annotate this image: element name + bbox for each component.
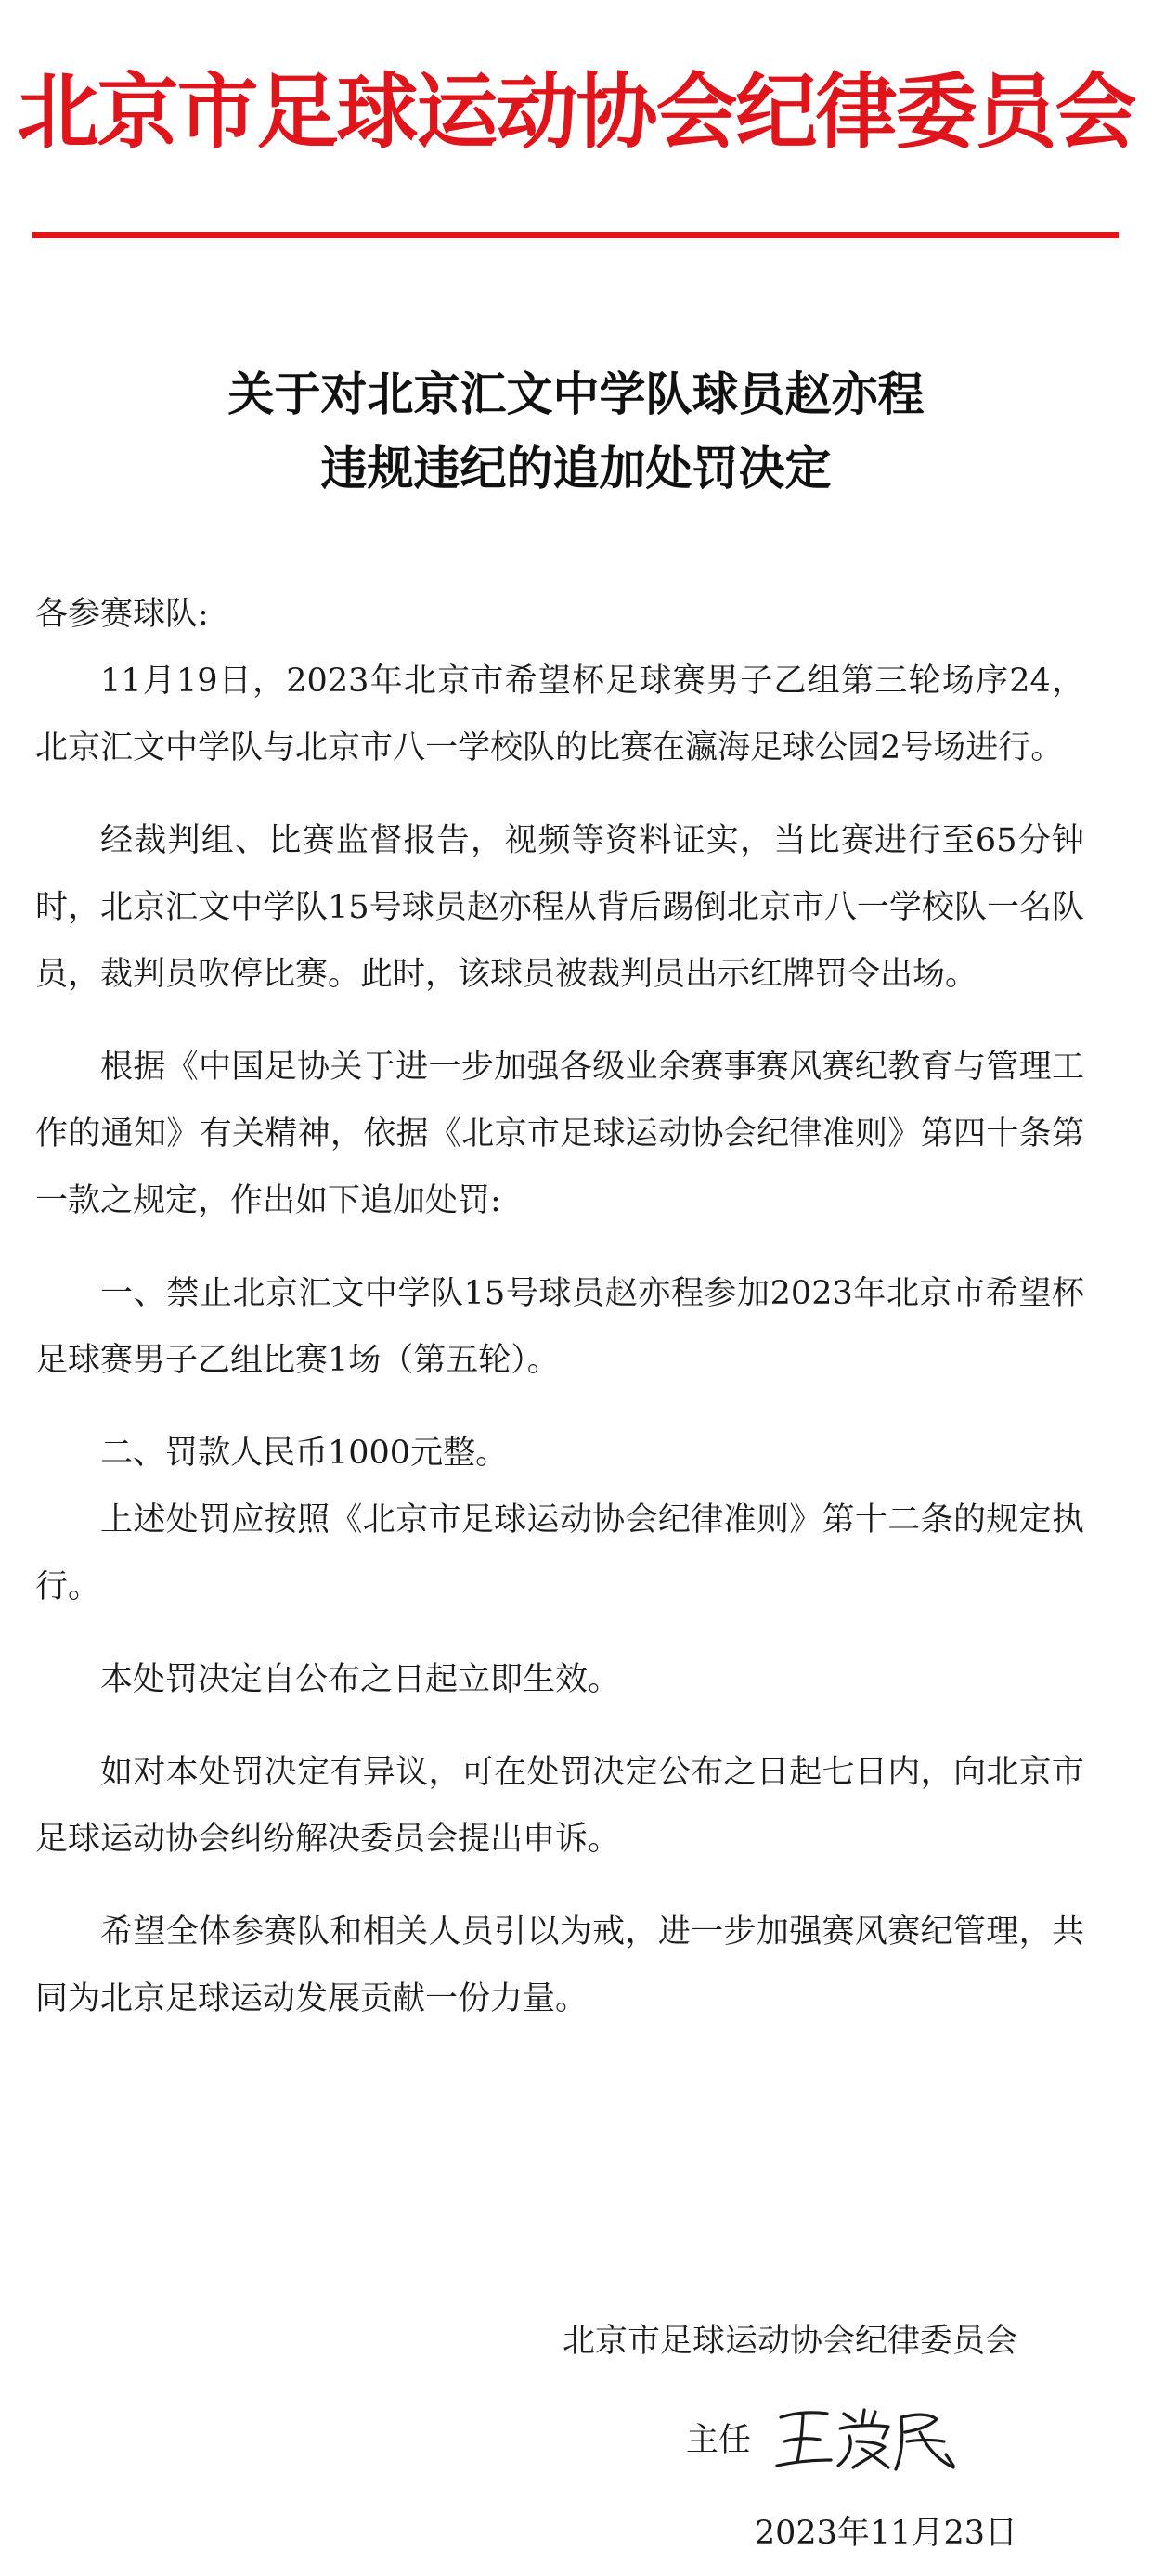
letterhead-title: 北京市足球运动协会纪律委员会 bbox=[17, 63, 1135, 160]
paragraph: 如对本处罚决定有异议，可在处罚决定公布之日起七日内，向北京市足球运动协会纠纷解决委员会提出申诉。 bbox=[35, 1754, 1084, 1858]
signing-organization: 北京市足球运动协会纪律委员会 bbox=[562, 2323, 1017, 2360]
document-body bbox=[35, 581, 1084, 2032]
paragraph: 本处罚决定自公布之日起立即生效。 bbox=[100, 1661, 621, 1698]
paragraph: 希望全体参赛队和相关人员引以为戒，进一步加强赛风赛纪管理，共同为北京足球运动发展贡献一份力量。 bbox=[35, 1913, 1084, 2017]
decision-date: 2023年11月23日 bbox=[754, 2515, 1017, 2552]
paragraph: 一、禁止北京汇文中学队15号球员赵亦程参加2023年北京市希望杯足球赛男子乙组比赛1场（第五轮）。 bbox=[35, 1275, 1084, 1379]
title-line-2: 违规违纪的追加处罚决定 bbox=[320, 441, 832, 496]
document-title bbox=[0, 357, 1152, 506]
letterhead-rule bbox=[32, 232, 1119, 238]
paragraph: 二、罚款人民币1000元整。 bbox=[100, 1435, 509, 1472]
paragraph: 经裁判组、比赛监督报告，视频等资料证实，当比赛进行至65分钟时，北京汇文中学队15号球员赵亦程从背后踢倒北京市八一学校队一名队员，裁判员吹停比赛。此时，该球员被裁判员出示红牌罚令出场。 bbox=[35, 822, 1084, 993]
signature-row bbox=[686, 2401, 957, 2475]
salutation: 各参赛球队: bbox=[35, 596, 209, 633]
paragraph: 11月19日，2023年北京市希望杯足球赛男子乙组第三轮场序24，北京汇文中学队与北京市八一学校队的比赛在瀛海足球公园2号场进行。 bbox=[35, 663, 1084, 766]
handwritten-signature bbox=[771, 2401, 957, 2475]
position-label: 主任 bbox=[685, 2422, 751, 2459]
paragraph: 上述处罚应按照《北京市足球运动协会纪律准则》第十二条的规定执行。 bbox=[35, 1501, 1084, 1605]
title-line-1: 关于对北京汇文中学队球员赵亦程 bbox=[227, 367, 925, 421]
paragraph: 根据《中国足协关于进一步加强各级业余赛事赛风赛纪教育与管理工作的通知》有关精神，依据《北京市足球运动协会纪律准则》第四十条第一款之规定，作出如下追加处罚: bbox=[35, 1049, 1084, 1219]
